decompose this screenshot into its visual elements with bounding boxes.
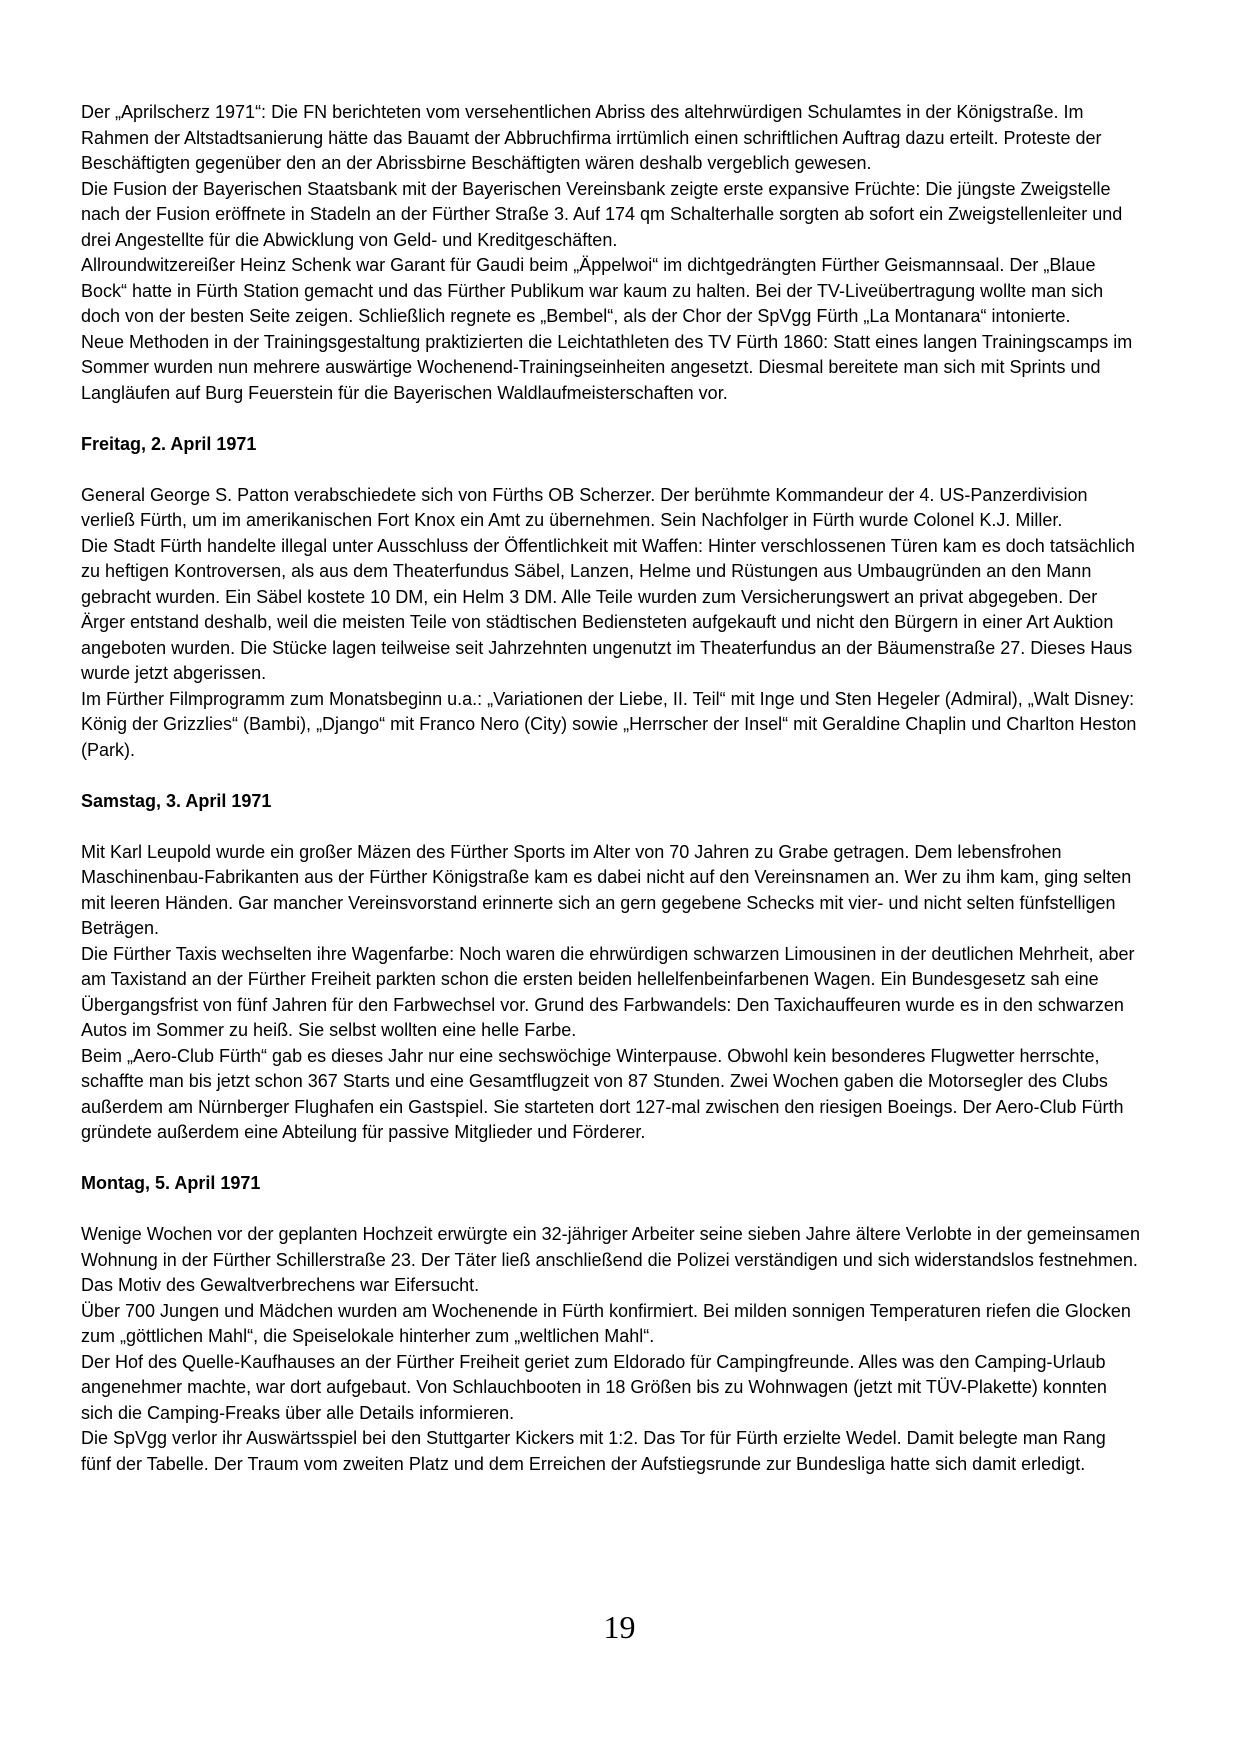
section-samstag-3-april-1971 — [81, 789, 1140, 1146]
section-freitag-2-april-1971 — [81, 432, 1140, 764]
paragraph: Die Fürther Taxis wechselten ihre Wagenfarbe: Noch waren die ehrwürdigen schwarzen Limousinen in der deutlichen Mehrheit, aber am Taxistand an der Fürther Freiheit parkten schon die ersten beiden hellelfenbeinfarbenen Wagen. Ein Bundesgesetz sah eine Übergangsfrist von fünf Jahren für den Farbwechsel vor. Grund des Farbwandels: Den Taxichauffeuren wurde es in den schwarzen Autos im Sommer zu heiß. Sie selbst wollten eine helle Farbe. — [81, 943, 1135, 1040]
paragraph: Beim „Aero-Club Fürth“ gab es dieses Jahr nur eine sechswöchige Winterpause. Obwohl kein besonderes Flugwetter herrschte, schaffte man bis jetzt schon 367 Starts und eine Gesamtflugzeit von 87 Stunden. Zwei Wochen gaben die Motorsegler des Clubs außerdem am Nürnberger Flughafen ein Gastspiel. Sie starteten dort 127-mal zwischen den riesigen Boeings. Der Aero-Club Fürth gründete außerdem eine Abteilung für passive Mitglieder und Förderer. — [81, 1045, 1124, 1142]
section-heading: Freitag, 2. April 1971 — [81, 433, 257, 454]
paragraph: Die Fusion der Bayerischen Staatsbank mit der Bayerischen Vereinsbank zeigte erste expansive Früchte: Die jüngste Zweigstelle nach der Fusion eröffnete in Stadeln an der Fürther Straße 3. Auf 174 qm Schalterhalle sorgten ab sofort ein Zweigstellenleiter und drei Angestellte für die Abwicklung von Geld- und Kreditgeschäften. — [81, 178, 1123, 250]
section-montag-5-april-1971 — [81, 1171, 1140, 1477]
paragraph: Über 700 Jungen und Mädchen wurden am Wochenende in Fürth konfirmiert. Bei milden sonnigen Temperaturen riefen die Glocken zum „göttlichen Mahl“, die Speiselokale hinterher zum „weltlichen Mahl“. — [81, 1300, 1131, 1346]
paragraph: Mit Karl Leupold wurde ein großer Mäzen des Fürther Sports im Alter von 70 Jahren zu Grabe getragen. Dem lebensfrohen Maschinenbau-Fabrikanten aus der Fürther Königstraße kam es dabei nicht auf den Vereinsnamen an. Wer zu ihm kam, ging selten mit leeren Händen. Gar mancher Vereinsvorstand erinnerte sich an gern gegebene Schecks mit vier- und nicht selten fünfstelligen Beträgen. — [81, 841, 1132, 938]
paragraph: Die Stadt Fürth handelte illegal unter Ausschluss der Öffentlichkeit mit Waffen: Hinter verschlossenen Türen kam es doch tatsächlich zu heftigen Kontroversen, als aus dem Theaterfundus Säbel, Lanzen, Helme und Rüstungen aus Umbaugründen an den Mann gebracht wurden. Ein Säbel kostete 10 DM, ein Helm 3 DM. Alle Teile wurden zum Versicherungswert an privat abgegeben. Der Ärger entstand deshalb, weil die meisten Teile von städtischen Bediensteten aufgekauft und nicht den Bürgern in einer Art Auktion angeboten wurden. Die Stücke lagen teilweise seit Jahrzehnten ungenutzt im Theaterfundus an der Bäumenstraße 27. Dieses Haus wurde jetzt abgerissen. — [81, 535, 1135, 683]
document-body — [81, 100, 1140, 1477]
section-intro — [81, 100, 1140, 406]
section-heading: Samstag, 3. April 1971 — [81, 790, 272, 811]
paragraph: Die SpVgg verlor ihr Auswärtsspiel bei den Stuttgarter Kickers mit 1:2. Das Tor für Fürth erzielte Wedel. Damit belegte man Rang fünf der Tabelle. Der Traum vom zweiten Platz und dem Erreichen der Aufstiegsrunde zur Bundesliga hatte sich damit erledigt. — [81, 1428, 1106, 1474]
section-heading: Montag, 5. April 1971 — [81, 1173, 261, 1193]
paragraph: Im Fürther Filmprogramm zum Monatsbeginn u.a.: „Variationen der Liebe, II. Teil“ mit Inge und Sten Hegeler (Admiral), „Walt Disney: König der Grizzlies“ (Bambi), „Django“ mit Franco Nero (City) sowie „Herrscher der Insel“ mit Geraldine Chaplin und Charlton Heston (Park). — [81, 688, 1137, 760]
paragraph: Der Hof des Quelle-Kaufhauses an der Fürther Freiheit geriet zum Eldorado für Campingfreunde. Alles was den Camping-Urlaub angenehmer machte, war dort aufgebaut. Von Schlauchbooten in 18 Größen bis zu Wohnwagen (jetzt mit TÜV-Plakette) konnten sich die Camping-Freaks über alle Details informieren. — [81, 1351, 1107, 1423]
paragraph: Neue Methoden in der Trainingsgestaltung praktizierten die Leichtathleten des TV Fürth 1860: Statt eines langen Trainingscamps im Sommer wurden nun mehrere auswärtige Wochenend-Trainingseinheiten angesetzt. Diesmal bereitete man sich mit Sprints und Langläufen auf Burg Feuerstein für die Bayerischen Waldlaufmeisterschaften vor. — [81, 331, 1133, 403]
page-number: 19 — [603, 1609, 636, 1645]
paragraph: Allroundwitzereißer Heinz Schenk war Garant für Gaudi beim „Äppelwoi“ im dichtgedrängten Fürther Geismannsaal. Der „Blaue Bock“ hatte in Fürth Station gemacht und das Fürther Publikum war kaum zu halten. Bei der TV-Liveübertragung wollte man sich doch von der besten Seite zeigen. Schließlich regnete es „Bembel“, als der Chor der SpVgg Fürth „La Montanara“ intonierte. — [81, 255, 1104, 326]
paragraph: Wenige Wochen vor der geplanten Hochzeit erwürgte ein 32-jähriger Arbeiter seine sieben Jahre ältere Verlobte in der gemeinsamen Wohnung in der Fürther Schillerstraße 23. Der Täter ließ anschließend die Polizei verständigen und sich widerstandslos festnehmen. Das Motiv des Gewaltverbrechens war Eifersucht. — [81, 1224, 1140, 1295]
paragraph: Der „Aprilscherz 1971“: Die FN berichteten vom versehentlichen Abriss des altehrwürdigen Schulamtes in der Königstraße. Im Rahmen der Altstadtsanierung hätte das Bauamt der Abbruchfirma irrtümlich einen schriftlichen Auftrag dazu erteilt. Proteste der Beschäftigten gegenüber den an der Abrissbirne Beschäftigten wären deshalb vergeblich gewesen. — [81, 102, 1102, 173]
paragraph: General George S. Patton verabschiedete sich von Fürths OB Scherzer. Der berühmte Kommandeur der 4. US-Panzerdivision verließ Fürth, um im amerikanischen Fort Knox ein Amt zu übernehmen. Sein Nachfolger in Fürth wurde Colonel K.J. Miller. — [81, 484, 1088, 530]
